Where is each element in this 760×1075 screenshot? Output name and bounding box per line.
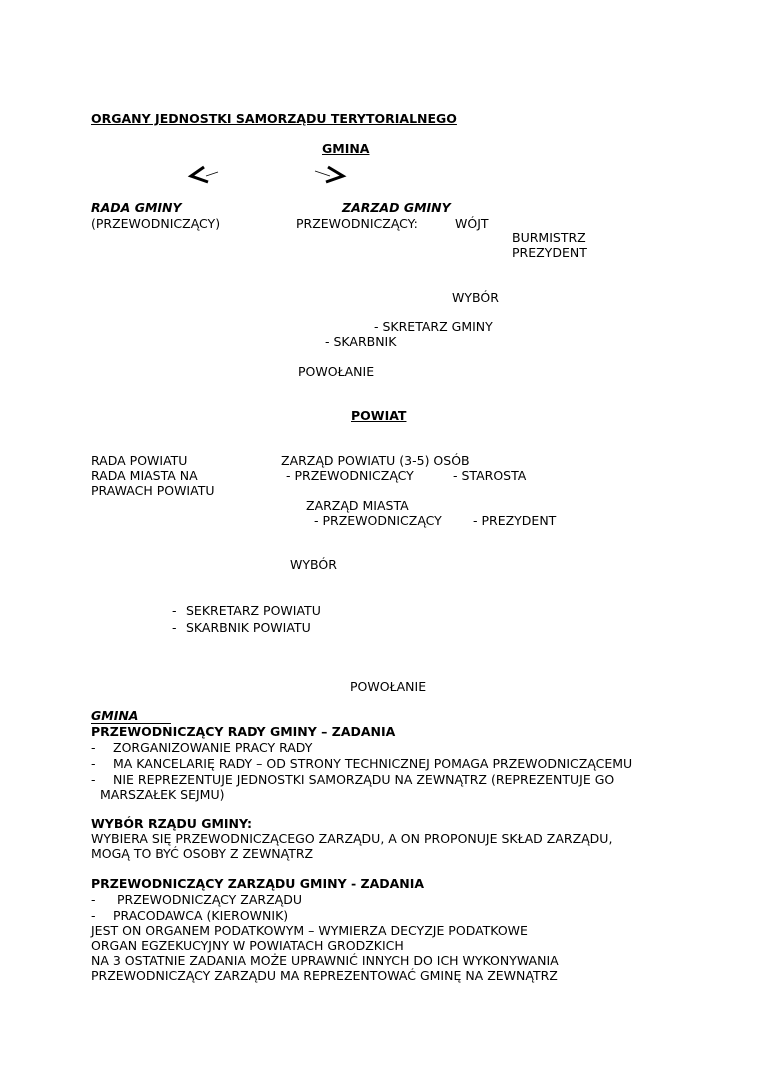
gmina-powolanie: POWOŁANIE xyxy=(298,364,375,379)
powiat-sekretarz-dash: - xyxy=(172,603,177,618)
powiat-skarbnik-dash: - xyxy=(172,620,177,635)
rada-miasta-label-2: PRAWACH POWIATU xyxy=(91,483,215,498)
starosta-label: - STAROSTA xyxy=(453,468,527,483)
miasto-przewodniczacy: - PRZEWODNICZĄCY xyxy=(314,513,442,528)
zarzad-miasta-label: ZARZĄD MIASTA xyxy=(306,498,409,513)
rada-zadanie-cont: MARSZAŁEK SEJMU) xyxy=(100,787,225,802)
rada-miasta-label-1: RADA MIASTA NA xyxy=(91,468,198,483)
gmina-skarbnik: - SKARBNIK xyxy=(325,334,397,349)
zarzad-line: ORGAN EGZEKUCYJNY W POWIATACH GRODZKICH xyxy=(91,938,404,953)
wybor-heading: WYBÓR RZĄDU GMINY: xyxy=(91,816,252,831)
burmistrz-label: BURMISTRZ xyxy=(512,230,586,245)
gmina-sekretarz: - SKRETARZ GMINY xyxy=(374,319,493,334)
zarzad-line: JEST ON ORGANEM PODATKOWYM – WYMIERZA DECYZJE PODATKOWE xyxy=(91,923,528,938)
powiat-sekretarz: SEKRETARZ POWIATU xyxy=(186,603,321,618)
zarzad-line: NA 3 OSTATNIE ZADANIA MOŻE UPRAWNIĆ INNYCH DO ICH WYKONYWANIA xyxy=(91,953,559,968)
rada-zadanie: NIE REPREZENTUJE JEDNOSTKI SAMORZĄDU NA ZEWNĄTRZ (REPREZENTUJE GO xyxy=(113,772,615,787)
rada-zadanie-dash: - xyxy=(91,740,96,755)
zarzad-gminy-label: ZARZAD GMINY xyxy=(342,200,451,215)
wybor-line: MOGĄ TO BYĆ OSOBY Z ZEWNĄTRZ xyxy=(91,846,314,861)
rada-gminy-label: RADA GMINY xyxy=(91,200,182,215)
notes-gmina-heading: GMINA xyxy=(91,709,171,724)
document-title: ORGANY JEDNOSTKI SAMORZĄDU TERYTORIALNEGO xyxy=(91,111,457,126)
powiat-skarbnik: SKARBNIK POWIATU xyxy=(186,620,311,635)
powiat-heading: POWIAT xyxy=(351,408,407,423)
gmina-wybor: WYBÓR xyxy=(452,290,499,305)
rada-zadanie-dash: - xyxy=(91,772,96,787)
zarzad-line: PRZEWODNICZĄCY ZARZĄDU MA REPREZENTOWAĆ GMINĘ NA ZEWNĄTRZ xyxy=(91,968,558,983)
arrow-left-icon xyxy=(186,163,222,187)
rada-powiatu-label: RADA POWIATU xyxy=(91,453,188,468)
arrow-right-icon xyxy=(312,163,348,187)
gmina-heading: GMINA xyxy=(322,141,370,156)
powiat-wybor: WYBÓR xyxy=(290,557,337,572)
powiat-powolanie: POWOŁANIE xyxy=(350,679,427,694)
rada-zadanie: ZORGANIZOWANIE PRACY RADY xyxy=(113,740,313,755)
rada-zadania-heading: PRZEWODNICZĄCY RADY GMINY – ZADANIA xyxy=(91,724,396,739)
zarzad-przewodniczacy: PRZEWODNICZĄCY: xyxy=(296,216,418,231)
rada-zadanie-dash: - xyxy=(91,756,96,771)
zarzad-powiatu-label: ZARZĄD POWIATU (3-5) OSÓB xyxy=(281,453,470,468)
wybor-line: WYBIERA SIĘ PRZEWODNICZĄCEGO ZARZĄDU, A ON PROPONUJE SKŁAD ZARZĄDU, xyxy=(91,831,613,846)
powiat-przewodniczacy: - PRZEWODNICZĄCY xyxy=(286,468,414,483)
rada-zadanie: MA KANCELARIĘ RADY – OD STRONY TECHNICZNEJ POMAGA PRZEWODNICZĄCEMU xyxy=(113,756,633,771)
wojt-label: WÓJT xyxy=(455,216,489,231)
zarzad-zadanie-dash: - xyxy=(91,892,96,907)
zarzad-zadanie: PRZEWODNICZĄCY ZARZĄDU xyxy=(117,892,302,907)
zarzad-zadania-heading: PRZEWODNICZĄCY ZARZĄDU GMINY - ZADANIA xyxy=(91,876,425,891)
rada-gminy-sub: (PRZEWODNICZĄCY) xyxy=(91,216,221,231)
zarzad-zadanie: PRACODAWCA (KIEROWNIK) xyxy=(113,908,289,923)
prezydent-label: PREZYDENT xyxy=(512,245,587,260)
zarzad-zadanie-dash: - xyxy=(91,908,96,923)
miasto-prezydent: - PREZYDENT xyxy=(473,513,557,528)
